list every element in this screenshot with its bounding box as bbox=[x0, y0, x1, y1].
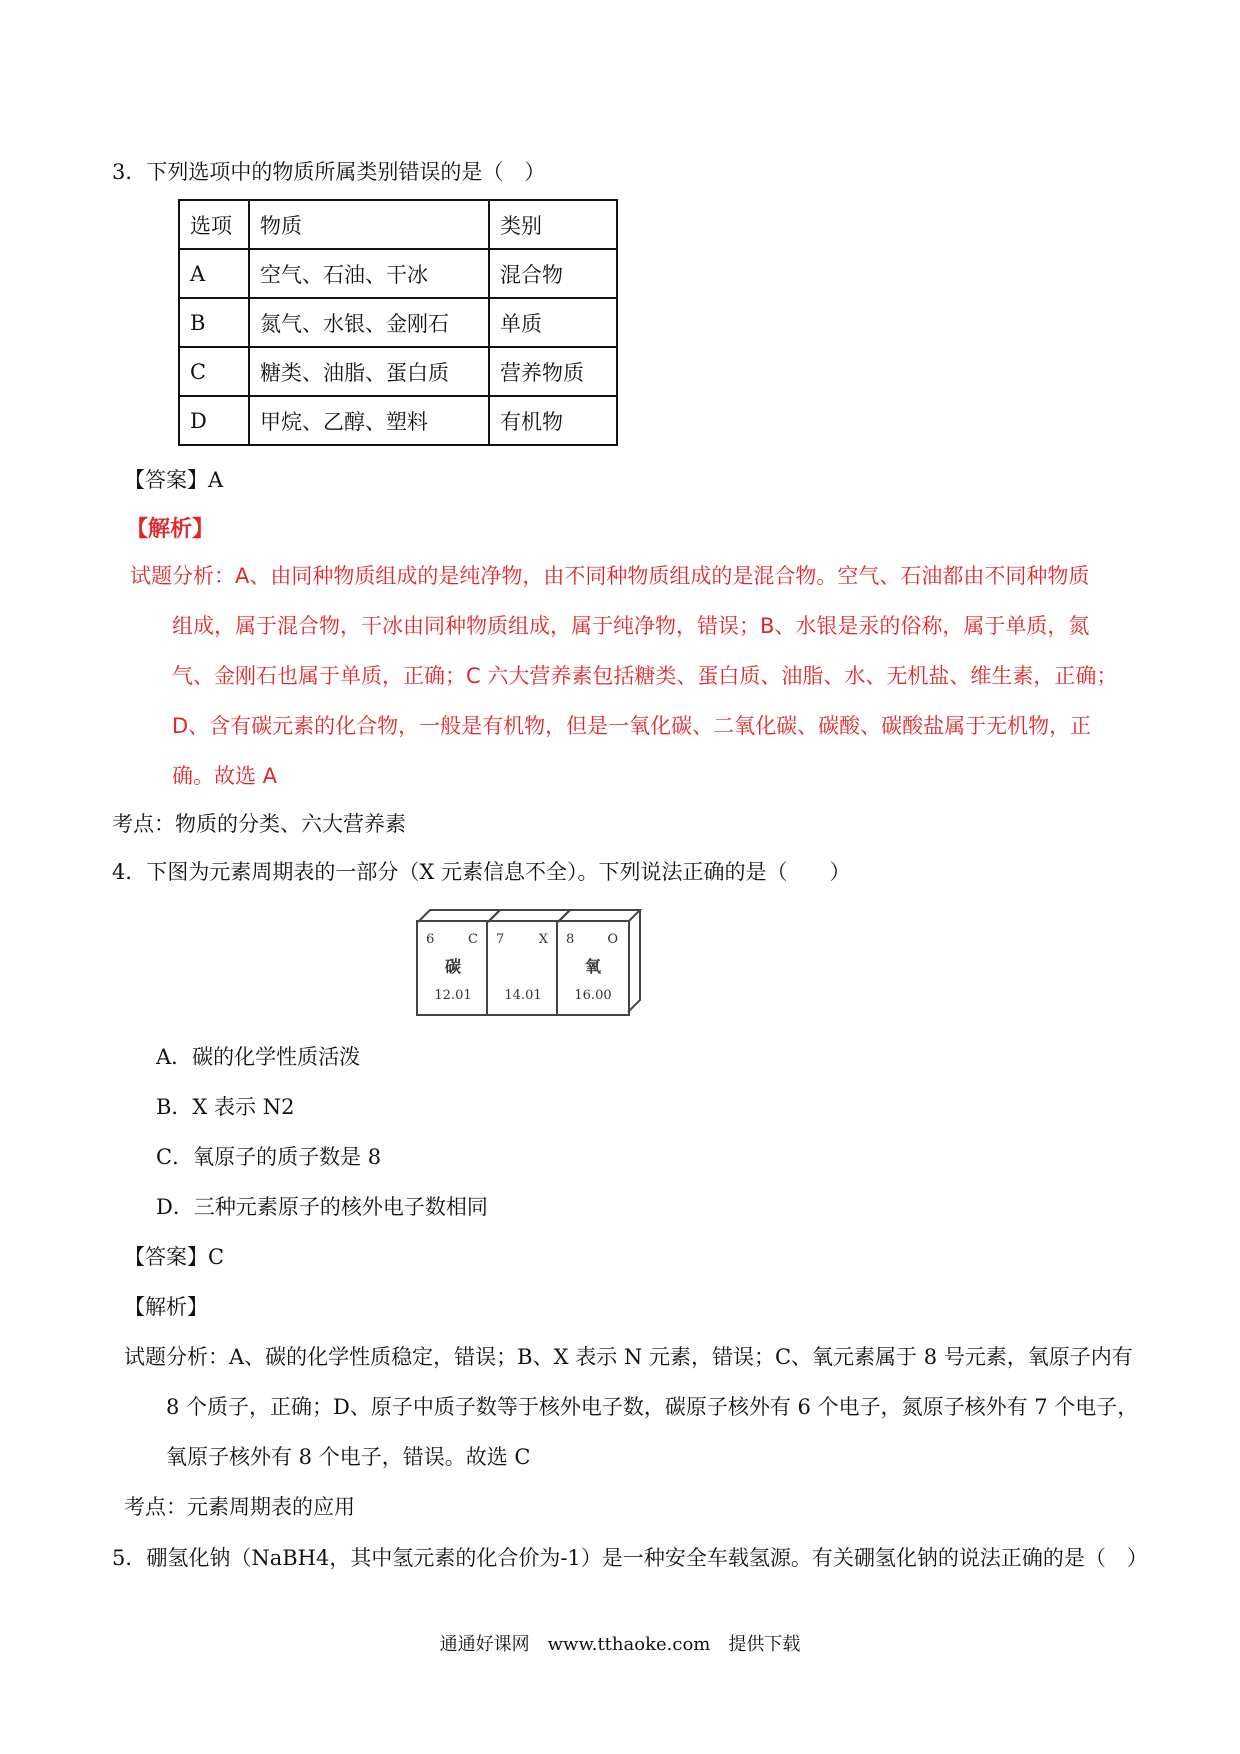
q3-analysis-line: D、含有碳元素的化合物，一般是有机物，但是一氧化碳、二氧化碳、碳酸、碳酸盐属于无机物，正 bbox=[172, 714, 1092, 738]
table-cell: 单质 bbox=[489, 298, 617, 347]
table-header-cell: 类别 bbox=[489, 200, 617, 249]
table-row bbox=[179, 347, 617, 396]
q3-analysis-line: 气、金刚石也属于单质，正确；C 六大营养素包括糖类、蛋白质、油脂、水、无机盐、维生素，正确； bbox=[172, 664, 1118, 688]
page-footer: 通通好课网 www.tthaoke.com 提供下载 bbox=[439, 1634, 801, 1655]
q4-option-d: D．三种元素原子的核外电子数相同 bbox=[156, 1195, 488, 1219]
element-number: 7 bbox=[496, 932, 505, 947]
table-cell: A bbox=[179, 249, 249, 298]
q4-stem: 4．下图为元素周期表的一部分（X 元素信息不全）。下列说法正确的是（ ） bbox=[112, 860, 851, 884]
table-cell: 有机物 bbox=[489, 396, 617, 445]
q4-option-a: A．碳的化学性质活泼 bbox=[156, 1045, 361, 1069]
table-cell: C bbox=[179, 347, 249, 396]
element-number: 6 bbox=[426, 932, 435, 947]
q3-answer: 【答案】A bbox=[124, 468, 224, 492]
q3-kaodian: 考点：物质的分类、六大营养素 bbox=[112, 812, 406, 836]
q3-analysis-title: 【解析】 bbox=[126, 517, 215, 542]
element-mass: 14.01 bbox=[504, 988, 542, 1003]
table-cell: 混合物 bbox=[489, 249, 617, 298]
table-header-row bbox=[179, 200, 617, 249]
q4-analysis-line: 试题分析：A、碳的化学性质稳定，错误；B、X 表示 N 元素，错误；C、氧元素属于 8 号元素，氧原子内有 bbox=[124, 1345, 1133, 1369]
element-name: 碳 bbox=[444, 957, 461, 976]
element-symbol: X bbox=[538, 932, 548, 947]
element-symbol: O bbox=[607, 932, 618, 947]
q4-kaodian: 考点：元素周期表的应用 bbox=[124, 1495, 355, 1519]
cube-edges bbox=[416, 908, 656, 1018]
q4-option-c: C．氧原子的质子数是 8 bbox=[156, 1145, 382, 1169]
q3-analysis-line: 组成，属于混合物，干冰由同种物质组成，属于纯净物，错误；B、水银是汞的俗称，属于单质，氮 bbox=[172, 614, 1090, 638]
q4-analysis-title: 【解析】 bbox=[124, 1295, 208, 1319]
element-mass: 12.01 bbox=[434, 988, 472, 1003]
table-cell: 糖类、油脂、蛋白质 bbox=[249, 347, 489, 396]
table-row bbox=[179, 249, 617, 298]
q3-analysis-line: 确。故选 A bbox=[172, 764, 278, 788]
q3-stem: 3．下列选项中的物质所属类别错误的是（ ） bbox=[112, 160, 546, 184]
q3-analysis-line: 试题分析：A、由同种物质组成的是纯净物，由不同种物质组成的是混合物。空气、石油都由不同种物质 bbox=[130, 564, 1090, 588]
table-cell: 空气、石油、干冰 bbox=[249, 249, 489, 298]
table-cell: 氮气、水银、金刚石 bbox=[249, 298, 489, 347]
table-cell: 甲烷、乙醇、塑料 bbox=[249, 396, 489, 445]
q4-analysis-line: 氧原子核外有 8 个电子，错误。故选 C bbox=[166, 1445, 531, 1469]
table-header-cell: 选项 bbox=[179, 200, 249, 249]
table-cell: D bbox=[179, 396, 249, 445]
q3-options-table bbox=[178, 199, 618, 446]
q4-answer: 【答案】C bbox=[124, 1245, 225, 1269]
element-name: 氧 bbox=[584, 957, 601, 976]
table-row bbox=[179, 396, 617, 445]
q4-analysis-line: 8 个质子，正确；D、原子中质子数等于核外电子数，碳原子核外有 6 个电子，氮原子核外有 7 个电子， bbox=[166, 1395, 1139, 1419]
q5-stem: 5．硼氢化钠（NaBH4，其中氢元素的化合价为-1）是一种安全车载氢源。有关硼氢化钠的说法正确的是（ ） bbox=[112, 1546, 1148, 1570]
element-number: 8 bbox=[566, 932, 575, 947]
element-mass: 16.00 bbox=[574, 988, 612, 1003]
table-row bbox=[179, 298, 617, 347]
table-header-cell: 物质 bbox=[249, 200, 489, 249]
table-cell: B bbox=[179, 298, 249, 347]
q4-option-b: B．X 表示 N2 bbox=[156, 1095, 295, 1119]
element-symbol: C bbox=[468, 932, 478, 947]
table-cell: 营养物质 bbox=[489, 347, 617, 396]
